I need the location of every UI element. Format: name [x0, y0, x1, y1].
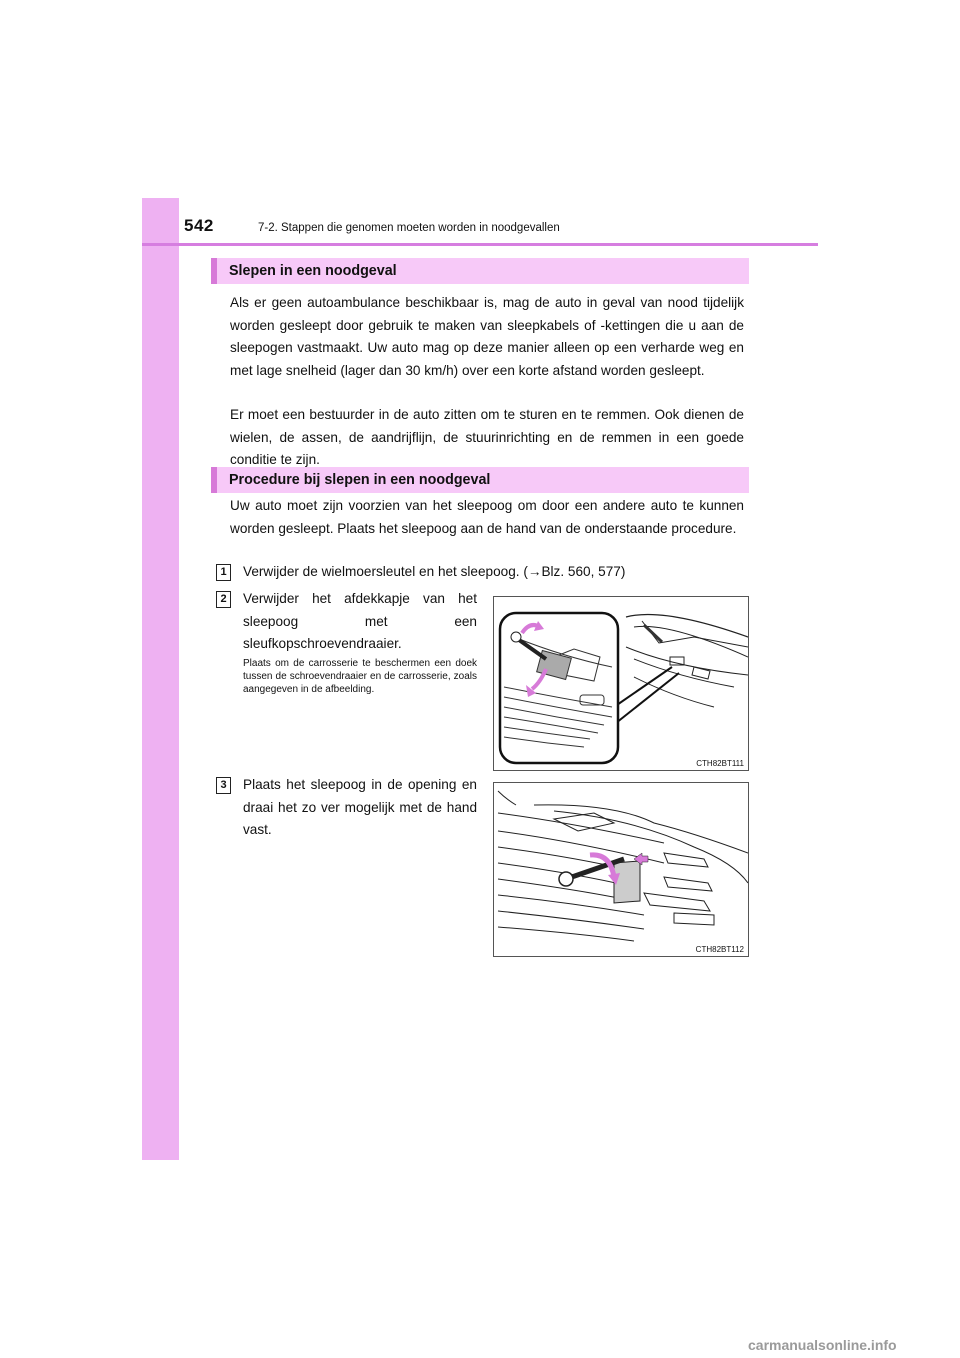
step-3-number: 3	[216, 777, 231, 794]
step-2-number: 2	[216, 591, 231, 608]
towing-paragraph-2: Er moet een bestuurder in de auto zitten om te sturen en te remmen. Ook dienen de wielen, de assen, de aandrijflijn, de stuurinrichting en de remmen in een goede conditie te zijn.	[230, 407, 744, 467]
step-1-number: 1	[216, 564, 231, 581]
figure-code: CTH82BT112	[695, 945, 744, 954]
figure-remove-cover	[493, 596, 749, 771]
install-tow-eye-illustration-icon	[494, 783, 748, 956]
chapter-title: 7-2. Stappen die genomen moeten worden in noodgevallen	[258, 222, 560, 234]
figure-code: CTH82BT111	[696, 759, 744, 768]
watermark: carmanualsonline.info	[748, 1337, 897, 1353]
chapter-sidebar-tab	[142, 198, 179, 1160]
towing-paragraph-1: Als er geen autoambulance beschikbaar is, mag de auto in geval van nood tijdelijk worden gesleept door gebruik te maken van sleepkabels of -kettingen die u aan de sleepogen vastmaakt. Uw auto mag op deze manier alleen op een verharde weg en met lage snelheid (lager dan 30 km/h) over een korte afstand worden gesleept.	[230, 295, 744, 378]
step-2-note: Plaats om de carrosserie te beschermen een doek tussen de schroevendraaier en de carrosserie, zoals aangegeven in de afbeelding.	[243, 658, 477, 695]
procedure-intro: Uw auto moet zijn voorzien van het sleepoog om door een andere auto te kunnen worden gesleept. Plaats het sleepoog aan de hand van de onderstaande procedure.	[230, 498, 744, 536]
remove-cover-illustration-icon	[494, 597, 748, 770]
figure-install-tow-eye	[493, 782, 749, 957]
page-number: 542	[184, 216, 214, 235]
step-2-text: Verwijder het afdekkapje van het sleepoog met een sleufkopschroevendraaier.	[243, 591, 477, 651]
step-1-text: Verwijder de wielmoersleutel en het sleepoog. (→Blz. 560, 577)	[243, 564, 626, 579]
section-heading-procedure: Procedure bij slepen in een noodgeval	[211, 467, 749, 493]
step-3-text: Plaats het sleepoog in de opening en draai het zo ver mogelijk met de hand vast.	[243, 777, 477, 837]
section-heading-towing: Slepen in een noodgeval	[211, 258, 749, 284]
header-rule	[142, 243, 818, 246]
